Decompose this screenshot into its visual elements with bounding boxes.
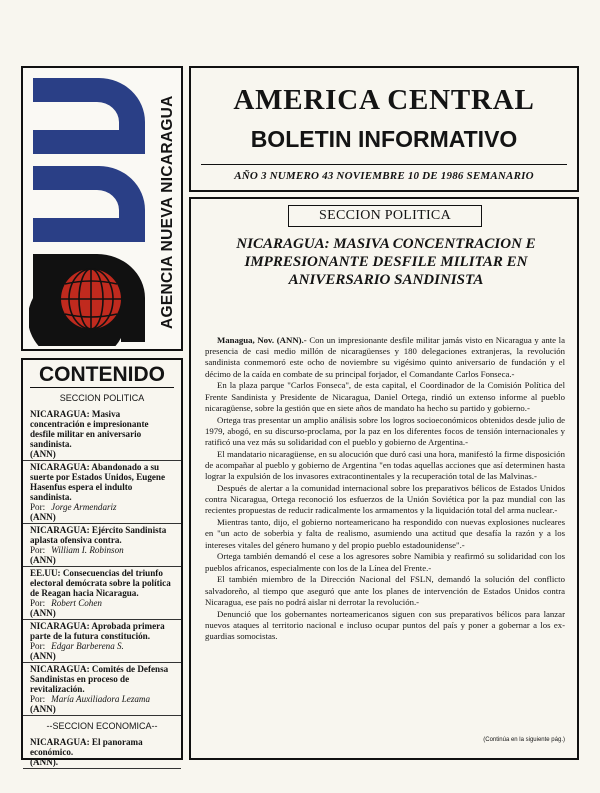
article-panel: [189, 197, 579, 760]
article-paragraph: [205, 574, 565, 608]
section-label: SECCION POLITICA: [288, 205, 482, 227]
divider: [201, 164, 567, 165]
ann-logo: [21, 66, 183, 351]
contents-entry-source: (ANN).: [30, 757, 59, 767]
article-paragraph-text: El también miembro de la Dirección Nacional del FSLN, demandó la solución del conflicto salvadoreño, al tiempo que aseguró que ante los planes de intervención de Estados Unidos contra Nicaragua, ese país no podrá aislar ni derrotar la revolución.-: [205, 574, 565, 607]
divider: [23, 715, 181, 716]
byline-author: Jorge Armendariz: [51, 502, 117, 512]
contents-entry-byline: [30, 598, 174, 608]
contents-entry-source: (ANN): [30, 449, 56, 459]
article-paragraph-text: Después de alertar a la comunidad internacional sobre los preparativos bélicos de Estados Unidos contra Nicaragua, Ortega reconoció los esfuerzos de la Unión Soviética por la paz mundial con las recientes propuestas de reducir radicalmente los armamentos y la liquidación total del arma nuclear.-: [205, 483, 565, 516]
ann-logo-mark: [29, 74, 153, 346]
contents-entry-title: NICARAGUA: Comités de Defensa Sandinistas en proceso de revitalización.: [30, 664, 169, 694]
divider: [23, 768, 181, 769]
contents-entry-byline: [30, 502, 174, 512]
article-paragraph: [205, 609, 565, 643]
divider: [23, 460, 181, 461]
contents-title: CONTENIDO: [30, 364, 174, 388]
logo-letter-n-middle: [33, 166, 145, 242]
contents-section-heading: SECCION POLITICA: [59, 393, 145, 403]
byline-author: Edgar Barberena S.: [51, 641, 124, 651]
divider: [23, 619, 181, 620]
byline-label: Por:: [30, 694, 46, 704]
byline-author: William I. Robinson: [51, 545, 124, 555]
contents-entry: [30, 737, 174, 767]
contents-entry-source: (ANN): [30, 512, 56, 522]
contents-entry-title: NICARAGUA: El panorama económico.: [30, 737, 143, 757]
byline-author: Robert Cohen: [51, 598, 102, 608]
contents-entry-byline: [30, 545, 174, 555]
contents-entry: [30, 664, 174, 714]
divider: [23, 566, 181, 567]
contents-entry-source: (ANN): [30, 704, 56, 714]
article-paragraph-text: Ortega tras presentar un amplio análisis sobre los logros socioeconómicos obtenidos desde julio de 1979, abogó, en su discurso-proclama, por la paz en los diferentes focos de tensión internacionales y ratificó una vez más su solidaridad con el pueblo y gobierno de Argentina.-: [205, 414, 565, 448]
contents-entry: [30, 525, 174, 565]
byline-author: María Auxiliadora Lezama: [51, 694, 151, 704]
masthead-subtitle: BOLETIN INFORMATIVO: [250, 126, 518, 152]
divider: [23, 662, 181, 663]
contents-entry-source: (ANN): [30, 651, 56, 661]
byline-label: Por:: [30, 545, 46, 555]
contents-entry: [30, 409, 174, 459]
article-paragraph-text: En la plaza parque "Carlos Fonseca", de esta capital, el Coordinador de la Comisión Política del Frente Sandinista y Presidente de Nicaragua, Daniel Ortega, rindió un extenso informe al pueblo nicaragüense, sobre la gestión que en siete años de mandato ha hecho su partido y gobierno.-: [205, 380, 565, 413]
contents-entry-byline: [30, 694, 174, 704]
contents-entry-title: NICARAGUA: Masiva concentración e impresionante desfile militar en aniversario sandinista.: [30, 409, 149, 449]
article-paragraph: [205, 517, 565, 551]
byline-label: Por:: [30, 502, 46, 512]
contents-list: [30, 393, 174, 769]
divider: [23, 523, 181, 524]
article-paragraph-text: Con un impresionante desfile militar jamás visto en Nicaragua y ante la presencia de casi medio millón de nicaragüenses y 180 delegaciones extranjeras, la revolución sandinista conmemoró este ocho de noviembre su vigésimo quinto aniversario de fundación y el décimo de la caída en combate de su principal forjador, el Comandante Carlos Fonseca.-: [205, 335, 565, 379]
article-paragraph: [205, 483, 565, 517]
masthead: [189, 66, 579, 192]
article-paragraph-text: El mandatario nicaragüense, en su alocución que duró casi una hora, manifestó la firme disposición de acompañar al pueblo y gobierno de Argentina "en todas aquellas acciones que así determinen hasta lograr la expulsión de los invasores extracontinentales y la recuperación total de las Malvinas.-: [205, 448, 565, 482]
continue-note: (Continúa en la siguiente pág.): [483, 737, 565, 743]
article-paragraph-text: Denunció que los gobernantes norteamericanos siguen con sus preparativos bélicos para lanzar nuevos ataques al territorio nacional e incluso ocupar puntos del país y poner a gobernar a los ex-guardias somocistas.: [205, 608, 565, 642]
masthead-title: AMERICA CENTRAL: [233, 84, 535, 116]
contents-entry-title: NICARAGUA: Aprobada primera parte de la futura constitución.: [30, 621, 165, 641]
globe-icon: [61, 269, 121, 329]
article-paragraph: [205, 335, 565, 380]
article-body: [205, 335, 565, 643]
byline-label: Por:: [30, 641, 46, 651]
logo-letter-n-top: [33, 78, 145, 154]
contents-panel: [21, 358, 183, 767]
article-paragraph: [205, 380, 565, 414]
contents-entry-source: (ANN): [30, 555, 56, 565]
article-dateline: Managua, Nov. (ANN).-: [217, 335, 307, 345]
article-paragraph: [205, 415, 565, 449]
contents-entry-title: NICARAGUA: Abandonado a su suerte por Estados Unidos, Eugene Hasenfus espera el indulto sandinista.: [30, 462, 165, 502]
contents-entry: [30, 462, 174, 522]
contents-entry-byline: [30, 641, 174, 651]
article-headline: NICARAGUA: MASIVA CONCENTRACION E IMPRESIONANTE DESFILE MILITAR EN ANIVERSARIO SANDINISTA: [236, 236, 536, 288]
contents-entry: [30, 568, 174, 618]
article-paragraph: [205, 449, 565, 483]
article-paragraph-text: Mientras tanto, dijo, el gobierno norteamericano ha respondido con nuevas explosiones nucleares en "un acto de soberbia y falta de realismo, asumiendo una actitud que desafía la razón y a los intereses vitales del género humano y del propio pueblo estadounidense".-: [205, 517, 565, 550]
issue-line: AÑO 3 NUMERO 43 NOVIEMBRE 10 DE 1986 SEMANARIO: [234, 170, 534, 182]
article-paragraph-text: Ortega también demandó el cese a los agresores sobre Namibia y reafirmó su solidaridad con los pueblos africanos, especialmente con los de la Línea del Frente.-: [205, 551, 565, 573]
agency-name-vertical: AGENCIA NUEVA NICARAGUA: [159, 95, 176, 329]
contents-entry: [30, 621, 174, 661]
article-paragraph: [205, 551, 565, 573]
contents-entry-title: EE.UU: Consecuencias del triunfo electoral demócrata sobre la política de Reagan hacia Nicaragua.: [30, 568, 171, 598]
contents-section-heading: --SECCION ECONOMICA--: [46, 721, 158, 731]
contents-entry-source: (ANN): [30, 608, 56, 618]
byline-label: Por:: [30, 598, 46, 608]
contents-entry-title: NICARAGUA: Ejército Sandinista aplasta ofensiva contra.: [30, 525, 167, 545]
